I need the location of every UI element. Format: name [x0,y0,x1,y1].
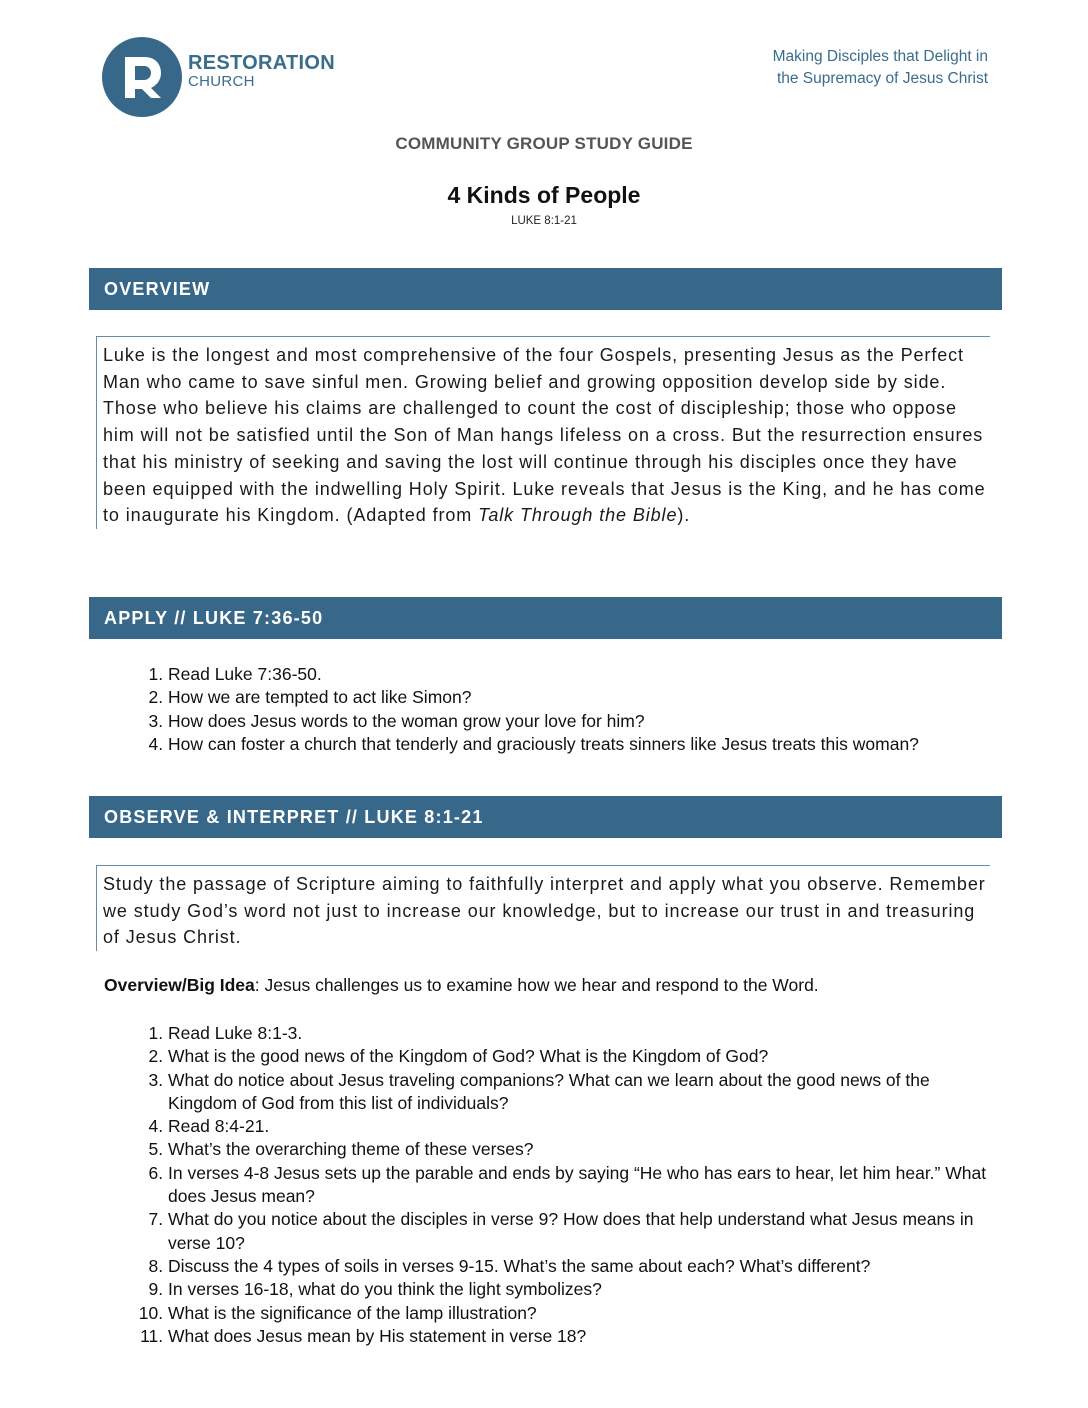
observe-intro-text: Study the passage of Scripture aiming to faithfully interpret and apply what you observe. Remember we study God’s word not just to increase our knowledge, but to increase our trust in and treasuring of Jesus Christ. [103,874,986,948]
list-item: 10. What is the significance of the lamp illustration? [168,1302,988,1325]
apply-question-list [130,663,988,756]
scripture-reference: LUKE 8:1-21 [511,215,577,227]
overview-box [96,336,990,529]
page-title: 4 Kinds of People [447,182,641,208]
logo-r-icon [101,36,183,118]
overview-text: Luke is the longest and most comprehensive of the four Gospels, presenting Jesus as the Perfect Man who came to save sinful men. Growing belief and growing opposition develop side by side. Those who believe his claims are challenged to count the cost of discipleship; those who oppose him will not be satisfied until the Son of Man hangs lifeless on a cross. But the resurrection ensures that his ministry of seeking and saving the lost will continue through his disciples once they have been equipped with the indwelling Holy Spirit. Luke reveals that Jesus is the King, and he has come to inaugurate his Kingdom. (Adapted from Talk Through the Bible). [103,345,986,526]
apply-heading: APPLY // LUKE 7:36-50 [89,597,1002,639]
list-item: 4. Read 8:4-21. [168,1115,988,1138]
list-item: 2. How we are tempted to act like Simon? [168,686,988,709]
list-item: 11. What does Jesus mean by His statement in verse 18? [168,1325,988,1348]
overview-heading: OVERVIEW [89,268,1002,310]
book-title: Talk Through the Bible [478,505,678,526]
list-item: 1. Read Luke 7:36-50. [168,663,988,686]
list-item: 1. Read Luke 8:1-3. [168,1022,988,1045]
logo-name: RESTORATION [188,52,336,74]
list-item: 5. What’s the overarching theme of these verses? [168,1138,988,1161]
list-item: 2. What is the good news of the Kingdom of God? What is the Kingdom of God? [168,1045,988,1068]
tagline-line-2: the Supremacy of Jesus Christ [776,70,988,87]
big-idea-text: : Jesus challenges us to examine how we hear and respond to the Word. [254,975,819,995]
guide-title: COMMUNITY GROUP STUDY GUIDE [395,134,693,153]
observe-intro-box [96,865,990,951]
list-item: 4. How can foster a church that tenderly and graciously treats sinners like Jesus treats this woman? [168,733,988,756]
list-item: 8. Discuss the 4 types of soils in verses 9-15. What’s the same about each? What’s different? [168,1255,988,1278]
big-idea [104,975,819,996]
observe-question-list [130,1022,988,1348]
observe-heading: OBSERVE & INTERPRET // LUKE 8:1-21 [89,796,1002,838]
logo-subname: CHURCH [188,73,255,90]
church-logo [101,36,351,118]
big-idea-label: Overview/Big Idea [104,975,255,995]
list-item: 9. In verses 16-18, what do you think the light symbolizes? [168,1278,988,1301]
list-item: 3. What do notice about Jesus traveling companions? What can we learn about the good news of the Kingdom of God from this list of individuals? [168,1069,988,1116]
list-item: 3. How does Jesus words to the woman grow your love for him? [168,710,988,733]
list-item: 6. In verses 4-8 Jesus sets up the parable and ends by saying “He who has ears to hear, let him hear.” What does Jesus mean? [168,1162,988,1209]
tagline [773,46,988,90]
tagline-line-1: Making Disciples that Delight in [772,48,988,65]
list-item: 7. What do you notice about the disciples in verse 9? How does that help understand what Jesus means in verse 10? [168,1208,988,1255]
